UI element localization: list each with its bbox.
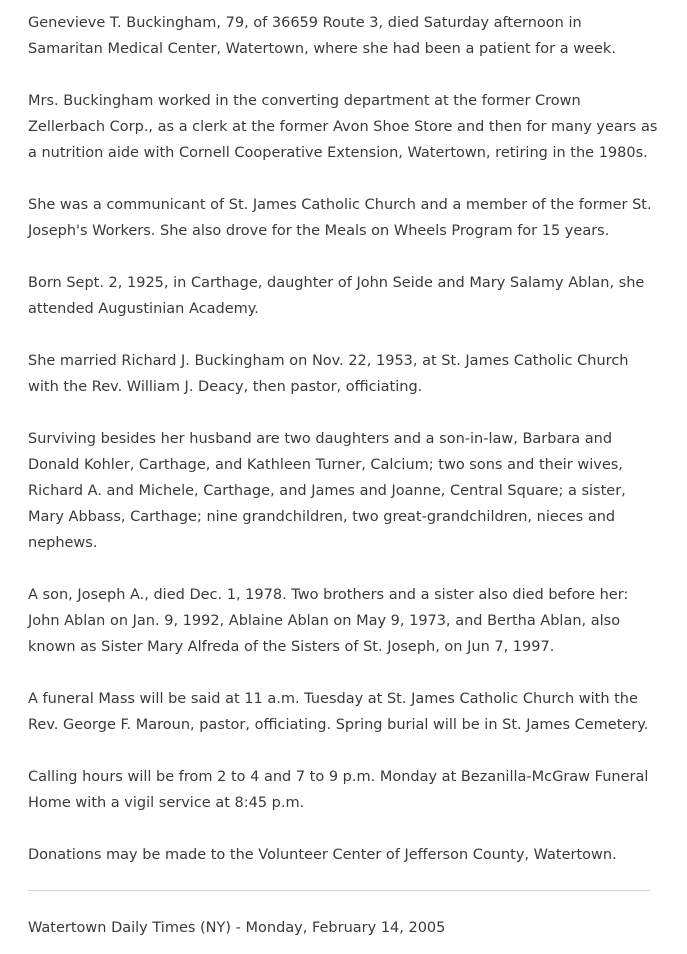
paragraph-survivors: Surviving besides her husband are two daughters and a son-in-law, Barbara and Donald Kohler, Carthage, and Kathleen Turner, Calcium; two sons and their wives, Richard A. and Michele, Carthage, and James and Joanne, Central Square; a sister, Mary Abbass, Carthage; nine grandchildren, two great-grandchildren, nieces and nephews. <box>28 431 626 551</box>
paragraph-funeral: A funeral Mass will be said at 11 a.m. Tuesday at St. James Catholic Church with the Rev. George F. Maroun, pastor, officiating. Spring burial will be in St. James Cemetery. <box>28 691 649 733</box>
paragraph-predeceased: A son, Joseph A., died Dec. 1, 1978. Two brothers and a sister also died before her: John Ablan on Jan. 9, 1992, Ablaine Ablan on May 9, 1973, and Bertha Ablan, also known as Sister Mary Alfreda of the Sisters of St. Joseph, on Jun 7, 1997. <box>28 587 629 655</box>
paragraph-calling-hours: Calling hours will be from 2 to 4 and 7 to 9 p.m. Monday at Bezanilla-McGraw Funeral Home with a vigil service at 8:45 p.m. <box>28 769 649 811</box>
paragraph-birth: Born Sept. 2, 1925, in Carthage, daughter of John Seide and Mary Salamy Ablan, she attended Augustinian Academy. <box>28 275 645 317</box>
source-citation: Watertown Daily Times (NY) - Monday, February 14, 2005 <box>28 920 446 936</box>
paragraph-death-notice: Genevieve T. Buckingham, 79, of 36659 Route 3, died Saturday afternoon in Samaritan Medical Center, Watertown, where she had been a patient for a week. <box>28 15 616 57</box>
paragraph-marriage: She married Richard J. Buckingham on Nov. 22, 1953, at St. James Catholic Church with the Rev. William J. Deacy, then pastor, officiating. <box>28 353 629 395</box>
paragraph-donations: Donations may be made to the Volunteer Center of Jefferson County, Watertown. <box>28 847 617 863</box>
paragraph-church: She was a communicant of St. James Catholic Church and a member of the former St. Joseph's Workers. She also drove for the Meals on Wheels Program for 15 years. <box>28 197 652 239</box>
paragraph-employment: Mrs. Buckingham worked in the converting department at the former Crown Zellerbach Corp., as a clerk at the former Avon Shoe Store and then for many years as a nutrition aide with Cornell Cooperative Extension, Watertown, retiring in the 1980s. <box>28 93 658 161</box>
obituary-body <box>28 10 658 894</box>
divider <box>28 890 650 891</box>
